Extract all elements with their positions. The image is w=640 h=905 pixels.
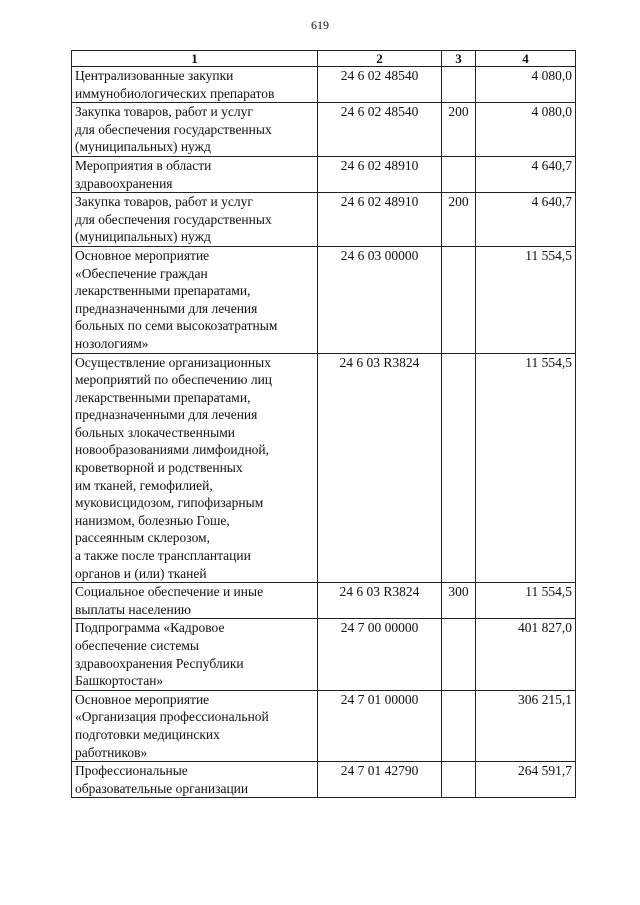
row-expense-type [442, 690, 476, 761]
row-expense-type: 200 [442, 193, 476, 247]
row-expense-type [442, 619, 476, 690]
row-code: 24 6 02 48910 [318, 156, 442, 192]
row-code: 24 6 02 48540 [318, 103, 442, 157]
row-code: 24 6 02 48540 [318, 67, 442, 103]
row-code: 24 7 01 00000 [318, 690, 442, 761]
row-code: 24 7 00 00000 [318, 619, 442, 690]
page-number: 619 [311, 18, 329, 32]
row-expense-type [442, 156, 476, 192]
column-header: 3 [442, 51, 476, 67]
row-name: Мероприятия в области здравоохранения [72, 156, 318, 192]
row-code: 24 7 01 42790 [318, 762, 442, 798]
row-expense-type: 300 [442, 583, 476, 619]
table-row [72, 690, 576, 761]
column-header: 2 [318, 51, 442, 67]
row-amount: 401 827,0 [476, 619, 576, 690]
table-row [72, 193, 576, 247]
table-row [72, 246, 576, 353]
table-row [72, 103, 576, 157]
column-header: 1 [72, 51, 318, 67]
column-header: 4 [476, 51, 576, 67]
row-code: 24 6 03 R3824 [318, 583, 442, 619]
row-amount: 11 554,5 [476, 353, 576, 583]
row-code: 24 6 03 00000 [318, 246, 442, 353]
row-amount: 4 640,7 [476, 193, 576, 247]
row-name: Основное мероприятие «Обеспечение граждан лекарственными препаратами, предназначенными для лечения больных по семи высокозатратным нозологиям» [72, 246, 318, 353]
row-amount: 4 640,7 [476, 156, 576, 192]
budget-table [71, 50, 576, 798]
table-row [72, 583, 576, 619]
row-name: Основное мероприятие «Организация профессиональной подготовки медицинских работников» [72, 690, 318, 761]
row-name: Осуществление организационных мероприятий по обеспечению лиц лекарственными препаратами, предназначенными для лечения больных злокачественными новообразованиями лимфоидной, кроветворной и родственных им тканей, гемофилией, муковисцидозом, гипофизарным нанизмом, болезнью Гоше, рассеянным склерозом, а также после трансплантации органов и (или) тканей [72, 353, 318, 583]
row-expense-type [442, 762, 476, 798]
row-name: Профессиональные образовательные организации [72, 762, 318, 798]
row-name: Социальное обеспечение и иные выплаты населению [72, 583, 318, 619]
table-row [72, 619, 576, 690]
table-row [72, 762, 576, 798]
row-name: Централизованные закупки иммунобиологических препаратов [72, 67, 318, 103]
row-amount: 11 554,5 [476, 246, 576, 353]
row-amount: 4 080,0 [476, 103, 576, 157]
table-row [72, 156, 576, 192]
row-name: Закупка товаров, работ и услуг для обеспечения государственных (муниципальных) нужд [72, 103, 318, 157]
row-code: 24 6 02 48910 [318, 193, 442, 247]
header-row [72, 51, 576, 67]
row-name: Закупка товаров, работ и услуг для обеспечения государственных (муниципальных) нужд [72, 193, 318, 247]
row-expense-type [442, 353, 476, 583]
row-expense-type [442, 246, 476, 353]
row-expense-type: 200 [442, 103, 476, 157]
row-name: Подпрограмма «Кадровое обеспечение системы здравоохранения Республики Башкортостан» [72, 619, 318, 690]
table-row [72, 67, 576, 103]
row-amount: 306 215,1 [476, 690, 576, 761]
row-amount: 11 554,5 [476, 583, 576, 619]
row-code: 24 6 03 R3824 [318, 353, 442, 583]
row-expense-type [442, 67, 476, 103]
row-amount: 4 080,0 [476, 67, 576, 103]
table-row [72, 353, 576, 583]
row-amount: 264 591,7 [476, 762, 576, 798]
